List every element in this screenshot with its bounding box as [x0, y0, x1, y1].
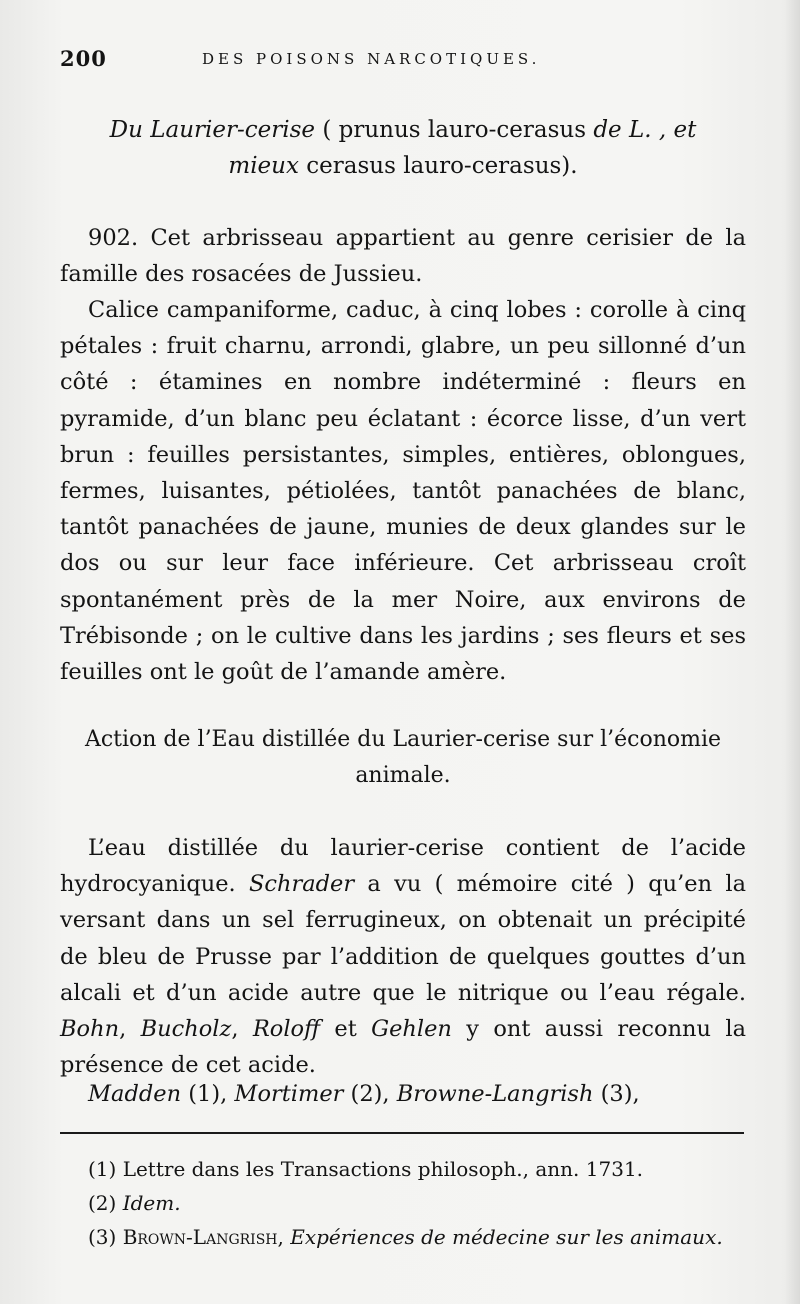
author-bohn: Bohn [60, 1016, 120, 1043]
footnote-1: (1) Lettre dans les Transactions philosoph., ann. 1731. [88, 1157, 644, 1181]
footnotes [60, 1152, 750, 1254]
author-mortimer: Mortimer [234, 1081, 344, 1107]
page-edge-shadow [784, 0, 800, 1304]
paragraph-902: 902. Cet arbrisseau appartient au genre cerisier de la famille des rosacées de Jussieu. [60, 225, 746, 288]
footnote-3: (3) Brown-Langrish, Expériences de médecine sur les animaux. [88, 1225, 723, 1249]
author-schrader: Schrader [248, 871, 355, 898]
author-roloff: Roloff [252, 1016, 321, 1043]
author-bucholz: Bucholz [140, 1016, 232, 1043]
section-title-action: Action de l’Eau distillée du Laurier-cerise sur l’économie animale. [84, 727, 722, 788]
footnote-2: (2) Idem. [88, 1191, 181, 1215]
paragraph-authors: Madden (1), Mortimer (2), Browne-Langrish (3), [88, 1081, 640, 1107]
section-title-laurier-cerise: Du Laurier-cerise ( prunus lauro-cerasus de L. , et mieux cerasus lauro-cerasus). [109, 117, 697, 179]
author-madden: Madden [88, 1081, 182, 1107]
page-header [60, 46, 750, 76]
paragraph-description: Calice campaniforme, caduc, à cinq lobes : corolle à cinq pétales : fruit charnu, arrondi, glabre, un peu sillonné d’un côté : étamines en nombre indéterminé : fleurs en pyramide, d’un blanc peu éclatant : écorce lisse, d’un vert brun : feuilles persistantes, simples, entières, oblongues, fermes, luisantes, pétiolées, tantôt panachées de blanc, tantôt panachées de jaune, munies de deux glandes sur le dos ou sur leur face inférieure. Cet arbrisseau croît spontanément près de la mer Noire, aux environs de Trébisonde ; on le cultive dans les jardins ; ses fleurs et ses feuilles ont le goût de l’amande amère. [60, 297, 746, 686]
author-browne-langrish: Browne-Langrish [396, 1081, 594, 1107]
paragraph-eau-distillee: L’eau distillée du laurier-cerise contient de l’acide hydrocyanique. Schrader a vu ( mémoire cité ) qu’en la versant dans un sel ferrugineux, on obtenait un précipité de bleu de Prusse par l’addition de quelques gouttes d’un alcali et d’un acide autre que le nitrique ou l’eau régale. Bohn, Bucholz, Roloff et Gehlen y ont aussi reconnu la présence de cet acide. [60, 835, 747, 1079]
page-number: 200 [60, 46, 107, 71]
footnote-rule [60, 1132, 744, 1134]
author-gehlen: Gehlen [371, 1016, 452, 1043]
running-head: DES POISONS NARCOTIQUES. [202, 50, 541, 68]
